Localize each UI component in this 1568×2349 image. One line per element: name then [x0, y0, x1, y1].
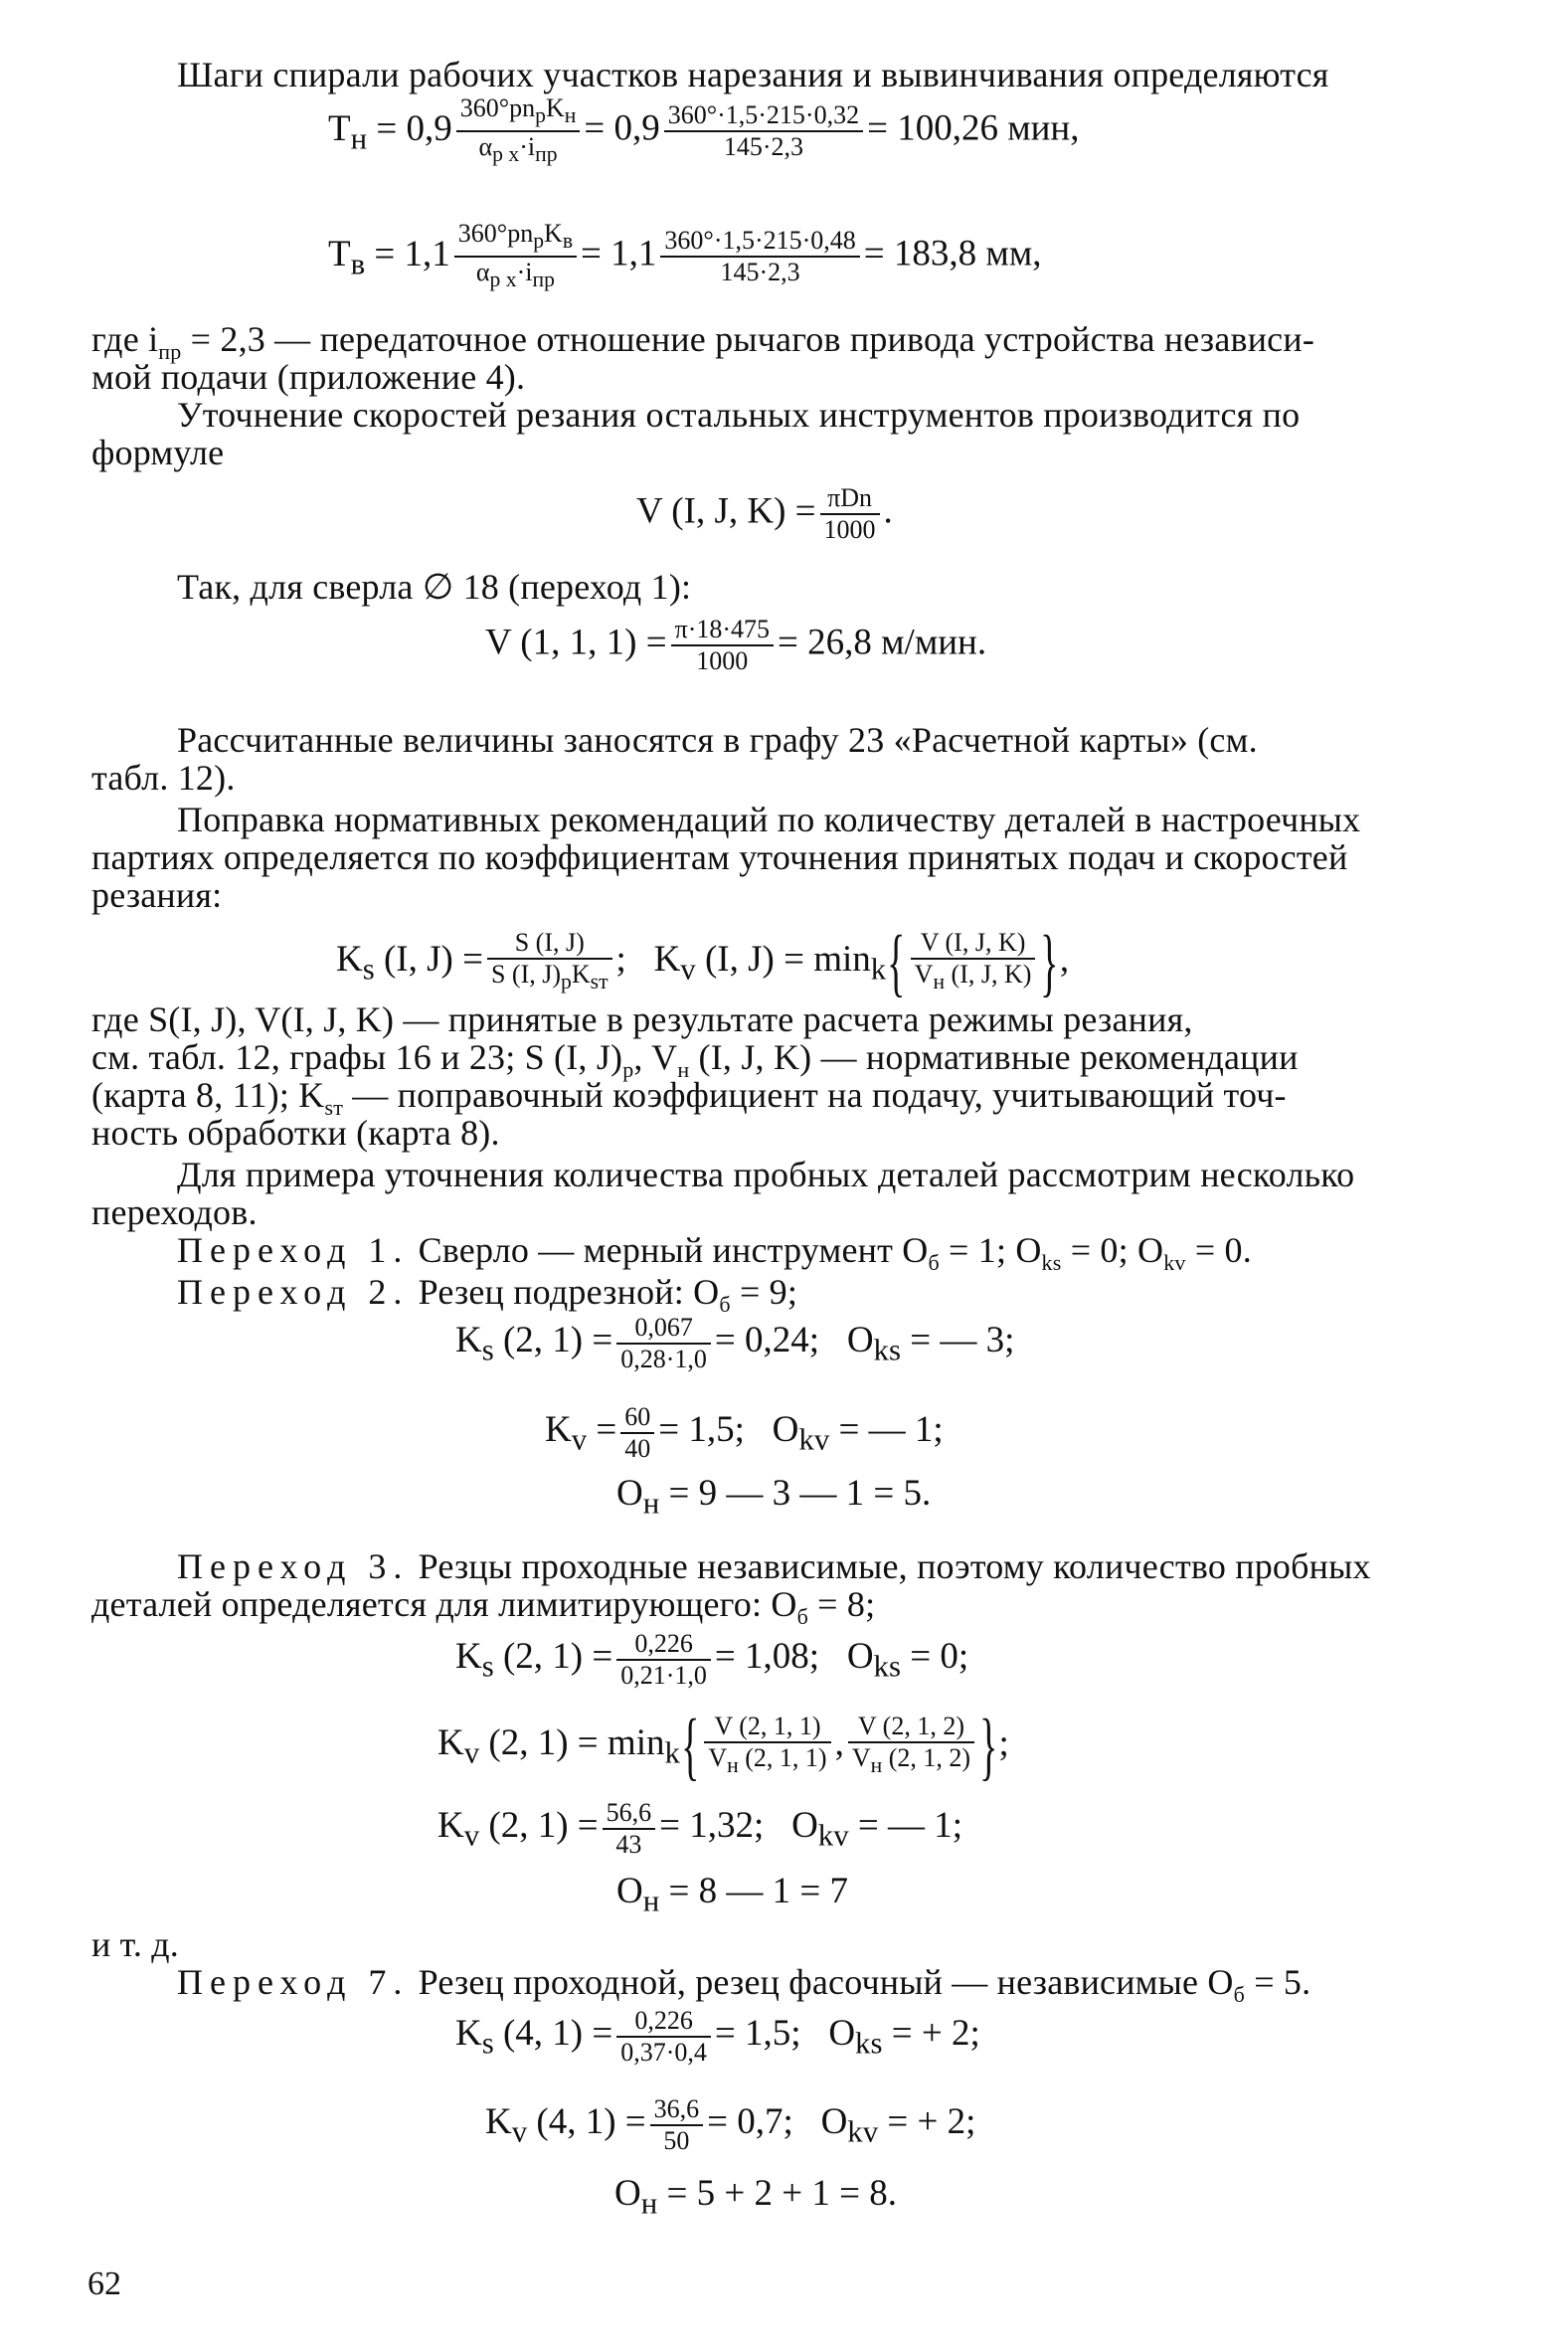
formula-t-unscrew: $T_в = 1,1$ $360^\circ pn_pK_в$ $\alpha_{p x}\cdot i_{пр}$ = 1,1 $\frac{360^\circ\cdot 1,5\cdot 215\cdot 0,48}{145\cdot 2,3}$ = 183,8 мм, — [328, 219, 1042, 292]
paragraph-gear-ratio: где $i_{пр} = 2,3$ — передаточное отношение рычагов привода устройства независи- — [91, 319, 1315, 365]
formula-t2-ks: $K_s$ (2, 1) = $\frac{0,067}{0,28\cdot 1,0}$ = 0,24; $O_{ks}$ = — 3; — [455, 1313, 1015, 1373]
formula-t-cut: $T_н = 0,9$ $360^\circ pn_pK_н$ $\alpha_{p x}\cdot i_{пр}$ = 0,9 $\frac{360^\circ\cdot 1,5\cdot 215\cdot 0,32}{145\cdot 2,3}$ = 100,26 мин, — [328, 93, 1080, 167]
paragraph-correction: Поправка нормативных рекомендаций по количеству деталей в настроечных — [177, 800, 1361, 839]
formula-t3-ks: $K_s$ (2, 1) = $\frac{0,226}{0,21\cdot 1,0}$ = 1,08; $O_{ks} = 0$; — [455, 1629, 969, 1690]
formula-speed-drill: V (1, 1, 1) = $\frac{\pi\cdot 18\cdot 475}{1000}$ = 26,8 м/мин. — [485, 615, 987, 675]
formula-speed-general: V (I, J, K) = πDn 1000 . — [636, 483, 893, 544]
formula-t2-on: $O_н = 9$ — 3 — 1 = 5. — [616, 1473, 932, 1521]
paragraph-example-intro-cont: переходов. — [91, 1192, 258, 1232]
formula-correction-coeffs: $K_s$ (I, J) = S (I, J) S (I, $J)_pK_{sт}$ ; $K_v$ (I, $J) = \min_k${ V (I, J, K) $V_н$ (I, J, K) }, — [336, 921, 1070, 1004]
formula-t2-kv: $K_v$ = $\frac{60}{40}$ = 1,5; $O_{kv}$ = — 1; — [545, 1402, 944, 1463]
formula-t7-kv: $K_v$ (4, 1) = $\frac{36,6}{50}$ = 0,7; $O_{kv}$ = + 2; — [485, 2094, 976, 2155]
paragraph-correction-l3: резания: — [91, 875, 223, 915]
paragraph-example-intro: Для примера уточнения количества пробных деталей рассмотрим несколько — [177, 1155, 1355, 1194]
paragraph-definitions-l4: ность обработки (карта 8). — [91, 1113, 500, 1153]
formula-t3-kv-min: $K_v$ (2, $1) = \min_k${ V (2, 1, 1) $V_н$ (2, 1, 1) , V (2, 1, 2) $V_н$ (2, 1, 2) }; — [437, 1705, 1009, 1788]
paragraph-definitions-l2: см. табл. 12, графы 16 и 23; S (I, $J)_p$, $V_н$ (I, J, K) — нормативные рекомендации — [91, 1037, 1299, 1083]
paragraph-speed-refine-cont: формуле — [91, 433, 225, 472]
paragraph-definitions-l3: (карта 8, 11); $K_{sт}$ — поправочный коэффициент на подачу, учитывающий точ- — [91, 1075, 1287, 1121]
formula-t7-ks: $K_s$ (4, 1) = $\frac{0,226}{0,37\cdot 0,4}$ = 1,5; $O_{ks}$ = + 2; — [455, 2006, 980, 2067]
transition-2: Переход 2. Резец подрезной: $O_б = 9$; — [177, 1272, 798, 1318]
paragraph-gear-ratio-cont: мой подачи (приложение 4). — [91, 357, 526, 397]
paragraph-drill-example: Так, для сверла ∅ 18 (переход 1): — [177, 567, 692, 607]
paragraph-correction-l2: партиях определяется по коэффициентам уточнения принятых подач и скоростей — [91, 837, 1348, 877]
formula-t3-on: $O_н = 8$ — 1 = 7 — [616, 1871, 848, 1918]
paragraph-definitions: где S(I, J), V(I, J, K) — принятые в результате расчета режимы резания, — [91, 999, 1193, 1039]
transition-3-cont: деталей определяется для лимитирующего: $O_б = 8$; — [91, 1584, 876, 1630]
page-number: 62 — [87, 2265, 121, 2302]
transition-1: Переход 1. Сверло — мерный инструмент $O_б = 1$; $O_{ks} = 0$; $O_{kv} = 0$. — [177, 1230, 1252, 1276]
etc-line: и т. д. — [91, 1924, 180, 1964]
paragraph-intro-steps: Шаги спирали рабочих участков нарезания и вывинчивания определяются — [177, 55, 1329, 94]
paragraph-speed-refine: Уточнение скоростей резания остальных инструментов производится по — [177, 395, 1301, 435]
formula-t3-kv: $K_v$ (2, 1) = $\frac{56,6}{43}$ = 1,32; $O_{kv}$ = — 1; — [437, 1798, 963, 1859]
transition-3: Переход 3. Резцы проходные независимые, поэтому количество пробных — [177, 1546, 1371, 1586]
formula-t7-on: $O_н = 5 + 2 + 1 = 8$. — [614, 2173, 897, 2221]
paragraph-record-values-cont: табл. 12). — [91, 758, 236, 798]
paragraph-record-values: Рассчитанные величины заносятся в графу 23 «Расчетной карты» (см. — [177, 720, 1258, 760]
transition-7: Переход 7. Резец проходной, резец фасочный — независимые $O_б = 5$. — [177, 1962, 1311, 2008]
